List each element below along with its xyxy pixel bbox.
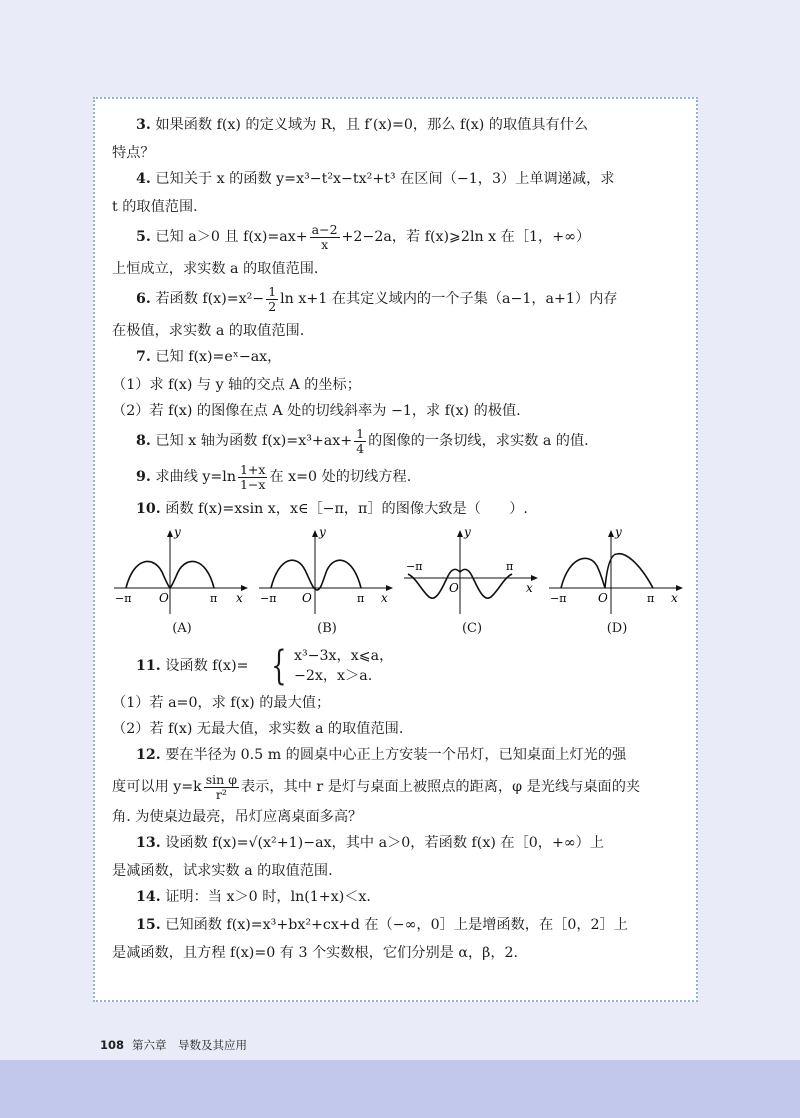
problem-4: 4. 已知关于 x 的函数 y=x³−t²x−tx²+t³ 在区间（−1，3）上单调递减，求 xyxy=(136,171,615,187)
graph-b xyxy=(257,526,397,636)
problem-10: 10. 函数 f(x)=xsin x，x∈［−π，π］的图像大致是（ ）. xyxy=(136,501,528,517)
problem-5-cont: 上恒成立，求实数 a 的取值范围. xyxy=(112,261,319,277)
graph-caption: (D) xyxy=(606,621,628,636)
problem-13-cont: 是减函数，试求实数 a 的取值范围. xyxy=(112,863,333,879)
graph-caption: (A) xyxy=(172,621,192,636)
problem-11-part-1: （1）若 a=0，求 f(x) 的最大值； xyxy=(112,695,331,711)
problem-8: 8. 已知 x 轴为函数 f(x)=x³+ax+ $\frac{1}{4}$ 的图像的一条切线，求实数 a 的值. xyxy=(136,425,589,456)
y-axis-label: y xyxy=(319,526,326,539)
pi-label: π xyxy=(506,560,514,573)
bottom-band xyxy=(0,1060,800,1118)
fraction: $\frac{1+x}{1-x}$ xyxy=(239,461,266,492)
piecewise-cases: x³−3x，x⩽a， −2x，x＞a. xyxy=(293,648,394,684)
problem-14: 14. 证明：当 x＞0 时，ln(1+x)＜x. xyxy=(136,889,371,905)
page-footer xyxy=(100,1037,247,1053)
origin-label: O xyxy=(449,581,459,595)
graph-d xyxy=(547,526,687,636)
problem-12-cont-2: 角. 为使桌边最亮，吊灯应离桌面多高？ xyxy=(112,809,363,825)
fraction: $\frac{1}{4}$ xyxy=(356,425,365,456)
neg-pi-label: −π xyxy=(550,592,567,605)
y-axis-label: y xyxy=(174,526,181,539)
origin-label: O xyxy=(302,591,312,605)
neg-pi-label: −π xyxy=(115,592,132,605)
origin-label: O xyxy=(598,591,608,605)
page-number: 108 xyxy=(100,1038,125,1052)
y-axis-label: y xyxy=(464,526,471,539)
origin-label: O xyxy=(159,591,169,605)
x-axis-label: x xyxy=(526,581,533,595)
chapter-title: 第六章 导数及其应用 xyxy=(132,1038,248,1052)
problem-7-part-1: （1）求 f(x) 与 y 轴的交点 A 的坐标； xyxy=(112,377,361,393)
problem-9: 9. 求曲线 y=ln $\frac{1+x}{1-x}$ 在 x=0 处的切线方程. xyxy=(136,461,412,492)
problem-3: 3. 如果函数 f(x) 的定义域为 R，且 f′(x)=0，那么 f(x) 的取值具有什么 xyxy=(136,117,589,133)
pi-label: π xyxy=(647,592,655,605)
problem-13: 13. 设函数 f(x)=√(x²+1)−ax，其中 a＞0，若函数 f(x) 在［0，+∞）上 xyxy=(136,835,605,851)
problem-15: 15. 已知函数 f(x)=x³+bx²+cx+d 在（−∞，0］上是增函数，在［0，2］上 xyxy=(136,917,628,933)
x-axis-label: x xyxy=(236,591,243,605)
pi-label: π xyxy=(210,592,218,605)
fraction: $\frac{1}{2}$ xyxy=(268,283,277,314)
problem-15-cont: 是减函数，且方程 f(x)=0 有 3 个实数根，它们分别是 α，β，2. xyxy=(112,945,519,961)
problem-6-cont: 在极值，求实数 a 的取值范围. xyxy=(112,323,305,339)
graph-options xyxy=(112,526,684,638)
pi-label: π xyxy=(357,592,365,605)
problem-list xyxy=(112,112,684,966)
problem-12: 12. 要在半径为 0.5 m 的圆桌中心正上方安装一个吊灯，已知桌面上灯光的强 xyxy=(136,747,627,763)
problem-11: 11. 设函数 f(x)= { x³−3x，x⩽a， −2x，x＞a. xyxy=(136,643,394,689)
problem-7: 7. 已知 f(x)=eˣ−ax， xyxy=(136,349,282,365)
fraction: $\frac{a-2}{x}$ xyxy=(311,221,338,252)
problem-12-cont: 度可以用 y=k $\frac{\text{sin φ}}{\text{r²}}$ 表示，其中 r 是灯与桌面上被照点的距离，φ 是光线与桌面的夹 xyxy=(112,771,641,802)
problem-4-cont: t 的取值范围. xyxy=(112,199,198,215)
graph-a xyxy=(112,526,252,636)
graph-caption: (C) xyxy=(461,621,483,636)
x-axis-label: x xyxy=(381,591,388,605)
left-brace: { xyxy=(270,643,287,689)
problem-3-cont: 特点？ xyxy=(112,145,155,161)
neg-pi-label: −π xyxy=(406,560,423,573)
x-axis-label: x xyxy=(671,591,678,605)
problem-6: 6. 若函数 f(x)=x²− $\frac{1}{2}$ ln x+1 在其定义域内的一个子集（a−1，a+1）内存 xyxy=(136,283,618,314)
problem-11-part-2: （2）若 f(x) 无最大值，求实数 a 的取值范围. xyxy=(112,721,404,737)
y-axis-label: y xyxy=(615,526,622,539)
fraction: $\frac{\text{sin φ}}{\text{r²}}$ xyxy=(205,771,237,802)
problem-7-part-2: （2）若 f(x) 的图像在点 A 处的切线斜率为 −1，求 f(x) 的极值. xyxy=(112,403,521,419)
problem-5: 5. 已知 a＞0 且 f(x)=ax+ $\frac{a-2}{x}$ +2−2a，若 f(x)⩾2ln x 在［1，+∞） xyxy=(136,221,591,252)
neg-pi-label: −π xyxy=(260,592,277,605)
graph-c xyxy=(402,526,542,636)
graph-caption: (B) xyxy=(317,621,337,636)
